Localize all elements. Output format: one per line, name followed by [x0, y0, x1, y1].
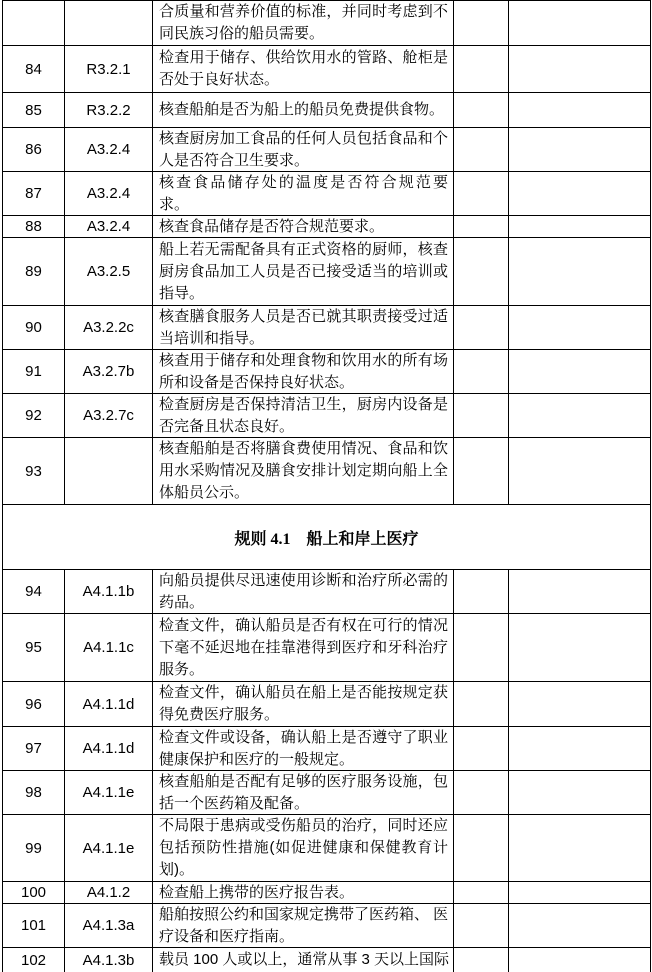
- clause-code: A4.1.1e: [82, 839, 135, 857]
- empty-cell: [509, 394, 651, 438]
- description-cell: [153, 882, 454, 904]
- description-cell: [153, 614, 454, 682]
- description-line: 检查厨房是否保持清洁卫生，厨房内设备是: [159, 395, 448, 413]
- clause-code-cell: [65, 682, 153, 727]
- description-line: 当培训和指导。: [159, 329, 265, 347]
- empty-cell: [454, 1, 509, 46]
- row-number-cell: [3, 948, 65, 972]
- row-number: 100: [20, 884, 47, 901]
- clause-code: A4.1.1c: [83, 639, 134, 656]
- empty-cell: [509, 306, 651, 350]
- description-line: 检查文件，确认船员在船上是否能按规定获: [159, 684, 448, 701]
- row-number-cell: [3, 216, 65, 238]
- row-number: 98: [25, 784, 42, 801]
- clause-code-cell: [65, 394, 153, 438]
- description-line: 核查食品储存处的温度是否符合规范要: [159, 173, 448, 191]
- row-number-cell: [3, 727, 65, 771]
- row-number-cell: [3, 93, 65, 128]
- description-cell: [153, 815, 454, 882]
- clause-code: A3.2.7b: [82, 363, 135, 380]
- empty-cell: [509, 216, 651, 238]
- description-cell: [153, 93, 454, 128]
- row-number-cell: [3, 172, 65, 216]
- row-number: 91: [25, 363, 42, 380]
- row-number-cell: [3, 238, 65, 306]
- clause-code: A4.1.3a: [82, 917, 135, 934]
- description-line: 划)。: [159, 861, 194, 878]
- clause-code-cell: [65, 614, 153, 682]
- row-number-cell: [3, 394, 65, 438]
- row-number: 90: [25, 319, 42, 336]
- description-line: 括一个医药箱及配备。: [159, 794, 310, 812]
- empty-cell: [454, 682, 509, 727]
- description-line: 人是否符合卫生要求。: [159, 151, 310, 169]
- clause-code: A3.2.4: [86, 185, 131, 202]
- row-number-cell: [3, 682, 65, 727]
- description-line: 包括预防性措施(如促进健康和保健教育计: [159, 839, 448, 856]
- description-line: 检查船上携带的医疗报告表。: [159, 883, 355, 901]
- empty-cell: [509, 570, 651, 614]
- description-cell: [153, 904, 454, 948]
- description-line: 核查船舶是否为船上的船员免费提供食物。: [159, 101, 445, 118]
- description-line: 核查膳食服务人员是否已就其职责接受过适: [159, 307, 448, 325]
- clause-code-cell: [65, 438, 153, 505]
- row-number: 87: [25, 185, 42, 202]
- description-line: 检查用于储存、供给饮用水的管路、舱柜是: [159, 49, 448, 66]
- clause-code-cell: [65, 46, 153, 93]
- clause-code-cell: [65, 815, 153, 882]
- description-line: 求。: [159, 195, 190, 213]
- clause-code: A3.2.4: [86, 218, 131, 235]
- description-line: 健康保护和医疗的一般规定。: [159, 750, 355, 768]
- clause-code-cell: [65, 128, 153, 172]
- clause-code-cell: [65, 727, 153, 771]
- empty-cell: [454, 815, 509, 882]
- description-line: 载员 100 人或以上，通常从事 3 天以上国际: [159, 951, 450, 968]
- clause-code-cell: [65, 238, 153, 306]
- empty-cell: [509, 614, 651, 682]
- empty-cell: [509, 1, 651, 46]
- clause-code: A4.1.3b: [82, 951, 135, 969]
- empty-cell: [454, 614, 509, 682]
- description-cell: [153, 46, 454, 93]
- empty-cell: [454, 306, 509, 350]
- empty-cell: [509, 904, 651, 948]
- row-number-cell: [3, 1, 65, 46]
- section-heading: 规则 4.1 船上和岸上医疗: [234, 530, 419, 548]
- empty-cell: [509, 438, 651, 505]
- empty-cell: [454, 948, 509, 972]
- empty-cell: [509, 727, 651, 771]
- description-line: 药品。: [159, 593, 205, 611]
- description-line: 厨房食品加工人员是否已接受适当的培训或: [159, 262, 448, 280]
- clause-code-cell: [65, 306, 153, 350]
- description-line: 核查船舶是否配有足够的医疗服务设施，包: [159, 772, 448, 790]
- description-line: 指导。: [159, 284, 205, 302]
- empty-cell: [454, 238, 509, 306]
- empty-cell: [454, 93, 509, 128]
- description-line: 得免费医疗服务。: [159, 706, 280, 723]
- empty-cell: [509, 882, 651, 904]
- row-number: 101: [20, 917, 47, 934]
- empty-cell: [454, 904, 509, 948]
- empty-cell: [509, 238, 651, 306]
- clause-code: R3.2.1: [86, 60, 131, 78]
- inspection-table: [2, 0, 651, 972]
- clause-code: A4.1.1d: [82, 695, 135, 713]
- clause-code: A3.2.7c: [83, 407, 134, 424]
- description-line: 用水采购情况及膳食安排计划定期向船上全: [159, 462, 448, 479]
- row-number-cell: [3, 882, 65, 904]
- description-line: 核查用于储存和处理食物和饮用水的所有场: [159, 351, 448, 369]
- description-line: 核查船舶是否将膳食费使用情况、食品和饮: [159, 440, 448, 457]
- empty-cell: [509, 350, 651, 394]
- empty-cell: [454, 128, 509, 172]
- clause-code-cell: [65, 350, 153, 394]
- row-number-cell: [3, 46, 65, 93]
- empty-cell: [509, 128, 651, 172]
- description-line: 检查文件，确认船员是否有权在可行的情况: [159, 616, 448, 634]
- row-number-cell: [3, 438, 65, 505]
- description-cell: [153, 394, 454, 438]
- empty-cell: [509, 682, 651, 727]
- clause-code-cell: [65, 93, 153, 128]
- description-cell: [153, 306, 454, 350]
- description-line: 船舶按照公约和国家规定携带了医药箱、 医: [159, 905, 449, 923]
- clause-code-cell: [65, 904, 153, 948]
- description-line: 否完备且状态良好。: [159, 417, 295, 435]
- empty-cell: [509, 771, 651, 815]
- row-number-cell: [3, 815, 65, 882]
- empty-cell: [454, 46, 509, 93]
- empty-cell: [509, 46, 651, 93]
- description-line: 下毫不延迟地在挂靠港得到医疗和牙科治疗: [159, 638, 448, 656]
- row-number-cell: [3, 771, 65, 815]
- row-number: 93: [25, 462, 42, 480]
- empty-cell: [454, 172, 509, 216]
- clause-code-cell: [65, 172, 153, 216]
- empty-cell: [509, 172, 651, 216]
- empty-cell: [454, 216, 509, 238]
- description-line: 检查文件或设备，确认船上是否遵守了职业: [159, 728, 448, 746]
- description-cell: [153, 727, 454, 771]
- clause-code-cell: [65, 882, 153, 904]
- description-line: 疗设备和医疗指南。: [159, 927, 295, 945]
- row-number: 99: [25, 839, 42, 857]
- clause-code: R3.2.2: [86, 101, 131, 119]
- description-cell: [153, 682, 454, 727]
- row-number-cell: [3, 614, 65, 682]
- empty-cell: [454, 727, 509, 771]
- empty-cell: [509, 93, 651, 128]
- empty-cell: [509, 948, 651, 972]
- row-number: 95: [25, 639, 42, 656]
- clause-code-cell: [65, 771, 153, 815]
- clause-code: A3.2.5: [86, 263, 131, 280]
- clause-code-cell: [65, 948, 153, 972]
- empty-cell: [454, 771, 509, 815]
- empty-cell: [454, 438, 509, 505]
- row-number-cell: [3, 904, 65, 948]
- description-line: 船上若无需配备具有正式资格的厨师，核查: [159, 240, 448, 258]
- description-cell: [153, 172, 454, 216]
- clause-code-cell: [65, 570, 153, 614]
- clause-code: A4.1.1e: [82, 784, 135, 801]
- section-heading-cell: [3, 505, 651, 570]
- description-line: 否处于良好状态。: [159, 71, 280, 88]
- row-number: 102: [20, 951, 47, 969]
- clause-code: A4.1.1b: [82, 583, 135, 600]
- row-number: 84: [25, 60, 42, 78]
- empty-cell: [454, 350, 509, 394]
- description-line: 向船员提供尽迅速使用诊断和治疗所必需的: [159, 571, 448, 589]
- description-line: 所和设备是否保持良好状态。: [159, 373, 355, 391]
- description-line: 核查厨房加工食品的任何人员包括食品和个: [159, 129, 448, 147]
- clause-code-cell: [65, 1, 153, 46]
- row-number: 85: [25, 101, 42, 119]
- row-number: 89: [25, 263, 42, 280]
- description-line: 核查食品储存是否符合规范要求。: [159, 217, 385, 235]
- empty-cell: [454, 394, 509, 438]
- empty-cell: [509, 815, 651, 882]
- row-number: 92: [25, 407, 42, 424]
- description-line: 同民族习俗的船员需要。: [159, 25, 325, 42]
- description-cell: [153, 350, 454, 394]
- empty-cell: [454, 570, 509, 614]
- row-number-cell: [3, 350, 65, 394]
- description-line: 不局限于患病或受伤船员的治疗，同时还应: [159, 817, 448, 834]
- row-number: 86: [25, 141, 42, 158]
- row-number-cell: [3, 306, 65, 350]
- description-cell: [153, 438, 454, 505]
- description-cell: [153, 570, 454, 614]
- row-number-cell: [3, 570, 65, 614]
- row-number-cell: [3, 128, 65, 172]
- description-line: 合质量和营养价值的标准，并同时考虑到不: [159, 3, 448, 20]
- description-cell: [153, 948, 454, 972]
- row-number: 88: [25, 218, 42, 235]
- description-cell: [153, 1, 454, 46]
- description-line: 体船员公示。: [159, 484, 250, 501]
- clause-code: A3.2.4: [86, 141, 131, 158]
- description-line: 服务。: [159, 660, 205, 678]
- description-cell: [153, 238, 454, 306]
- row-number: 97: [25, 740, 42, 757]
- clause-code: A4.1.2: [86, 884, 131, 901]
- clause-code: A4.1.1d: [82, 740, 135, 757]
- clause-code-cell: [65, 216, 153, 238]
- empty-cell: [454, 882, 509, 904]
- clause-code: A3.2.2c: [83, 319, 134, 336]
- description-cell: [153, 128, 454, 172]
- row-number: 94: [25, 583, 42, 600]
- description-cell: [153, 771, 454, 815]
- row-number: 96: [25, 695, 42, 713]
- description-cell: [153, 216, 454, 238]
